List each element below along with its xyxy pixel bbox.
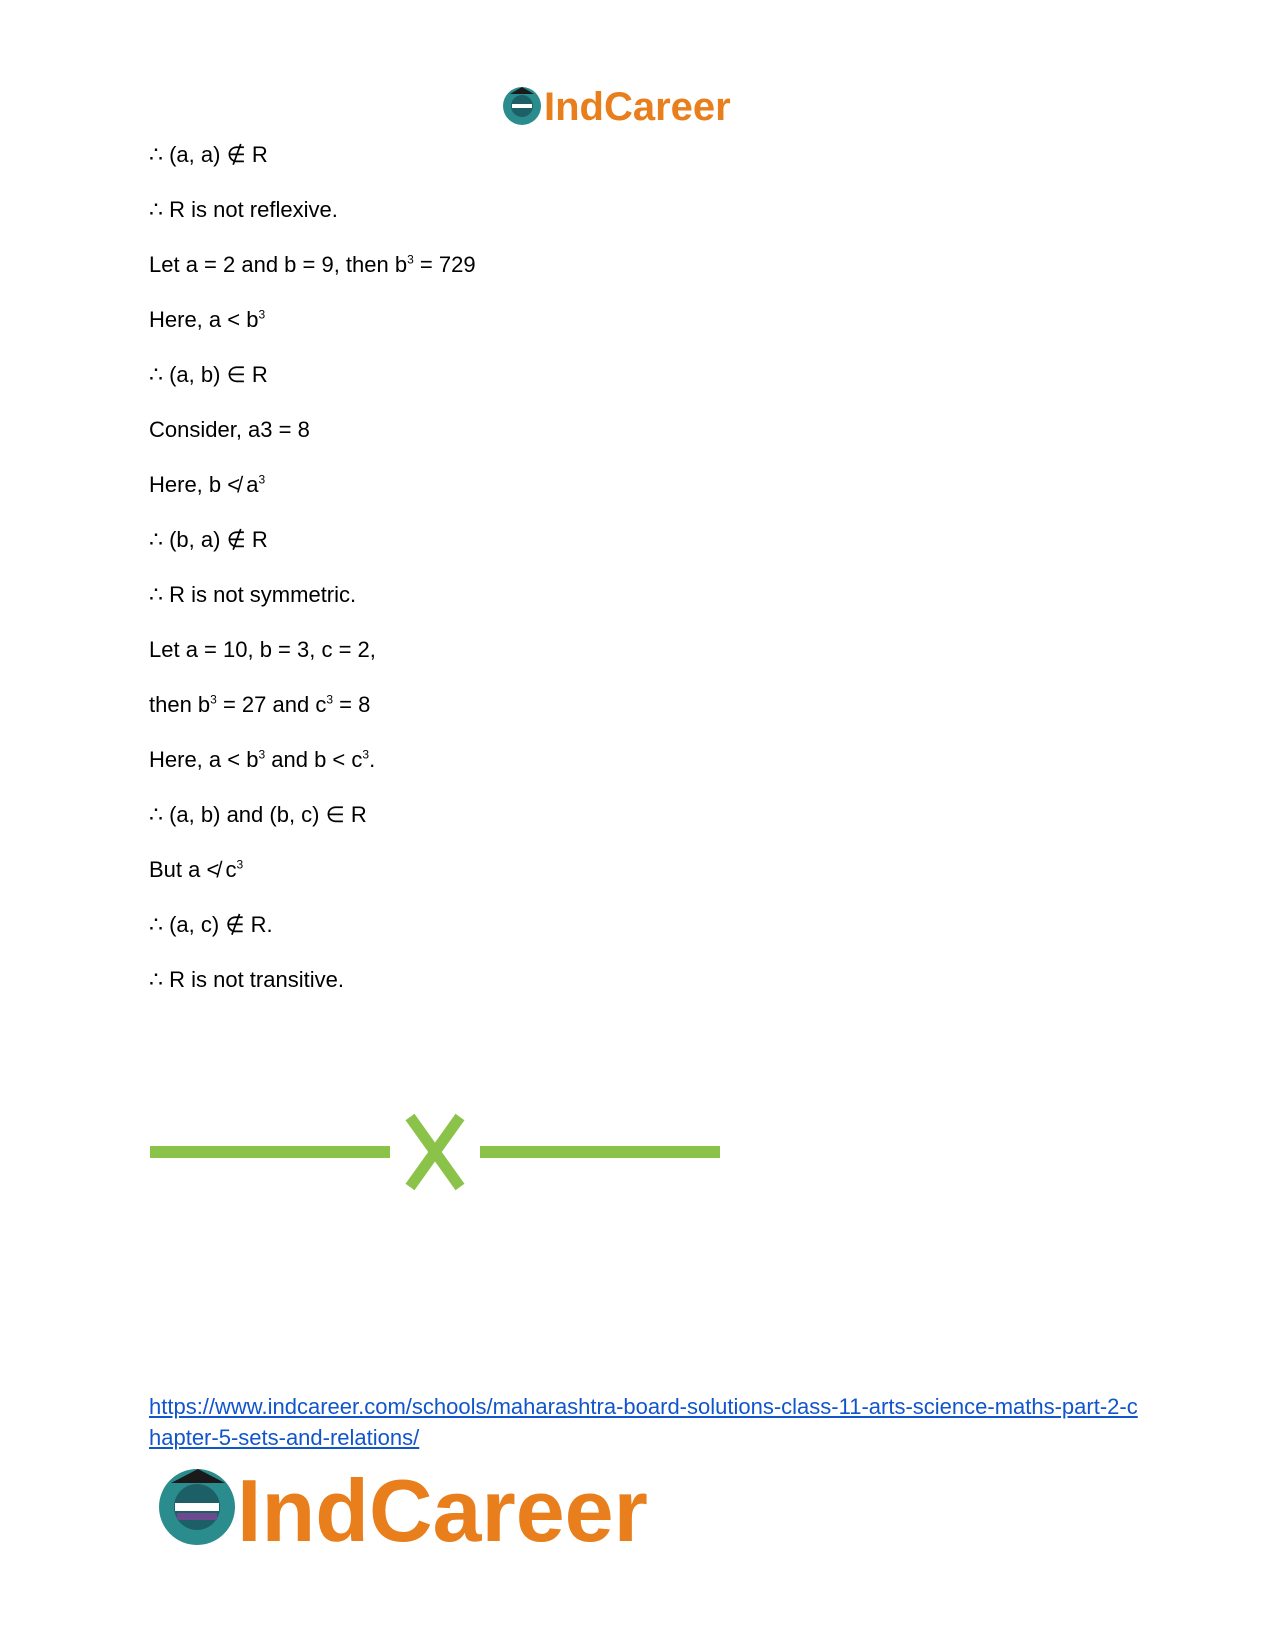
solution-line [149, 911, 1149, 966]
line-text: ∴ (a, b) ∈ R [149, 362, 268, 387]
solution-line [149, 251, 1149, 306]
line-text: Here, b ≮ a [149, 472, 259, 497]
line-text: ∴ (a, c) ∉ R. [149, 912, 273, 937]
solution-line [149, 361, 1149, 416]
svg-text:IndCareer: IndCareer [544, 85, 731, 129]
svg-text:IndCareer: IndCareer [237, 1461, 648, 1560]
superscript: 3 [258, 472, 266, 487]
line-text: . [369, 747, 376, 772]
solution-line [149, 526, 1149, 581]
solution-line [149, 471, 1149, 526]
line-text: ∴ R is not symmetric. [149, 582, 357, 607]
solution-text [149, 141, 1149, 1021]
solution-line [149, 801, 1149, 856]
indcareer-logo [155, 1455, 695, 1560]
line-text: Here, a < b [149, 747, 259, 772]
line-text: ∴ (a, b) and (b, c) ∈ R [149, 802, 367, 827]
solution-line [149, 746, 1149, 801]
line-text: Let a = 10, b = 3, c = 2, [149, 637, 376, 662]
line-text: ∴ R is not reflexive. [149, 197, 338, 222]
line-text: Here, a < b [149, 307, 259, 332]
solution-line [149, 636, 1149, 691]
superscript: 3 [258, 307, 266, 322]
solution-line [149, 416, 1149, 471]
header-logo [500, 80, 800, 130]
source-link[interactable]: https://www.indcareer.com/schools/maharashtra-board-solutions-class-11-arts-science-maths-part-2-chapter-5-sets-and-relations/ [149, 1394, 1138, 1450]
superscript: 3 [236, 857, 244, 872]
line-text: ∴ (a, a) ∉ R [149, 142, 268, 167]
line-text: = 729 [413, 252, 476, 277]
solution-line [149, 691, 1149, 746]
line-text: and b < c [265, 747, 363, 772]
line-text: Consider, a3 = 8 [149, 417, 310, 442]
superscript: 3 [210, 692, 217, 707]
solution-line [149, 581, 1149, 636]
solution-line [149, 196, 1149, 251]
superscript: 3 [258, 747, 266, 762]
line-text: Let a = 2 and b = 9, then b [149, 252, 408, 277]
line-text: But a ≮ c [149, 857, 237, 882]
superscript: 3 [326, 692, 334, 707]
section-divider [150, 1112, 760, 1192]
footer-logo [155, 1455, 695, 1560]
indcareer-logo [500, 80, 800, 130]
solution-line [149, 856, 1149, 911]
line-text: = 8 [333, 692, 371, 717]
solution-line [149, 966, 1149, 1021]
line-text: ∴ R is not transitive. [149, 967, 344, 992]
solution-line [149, 306, 1149, 361]
superscript: 3 [407, 252, 414, 267]
line-text: = 27 and c [216, 692, 327, 717]
superscript: 3 [362, 747, 370, 762]
solution-line [149, 141, 1149, 196]
line-text: ∴ (b, a) ∉ R [149, 527, 268, 552]
line-text: then b [149, 692, 211, 717]
